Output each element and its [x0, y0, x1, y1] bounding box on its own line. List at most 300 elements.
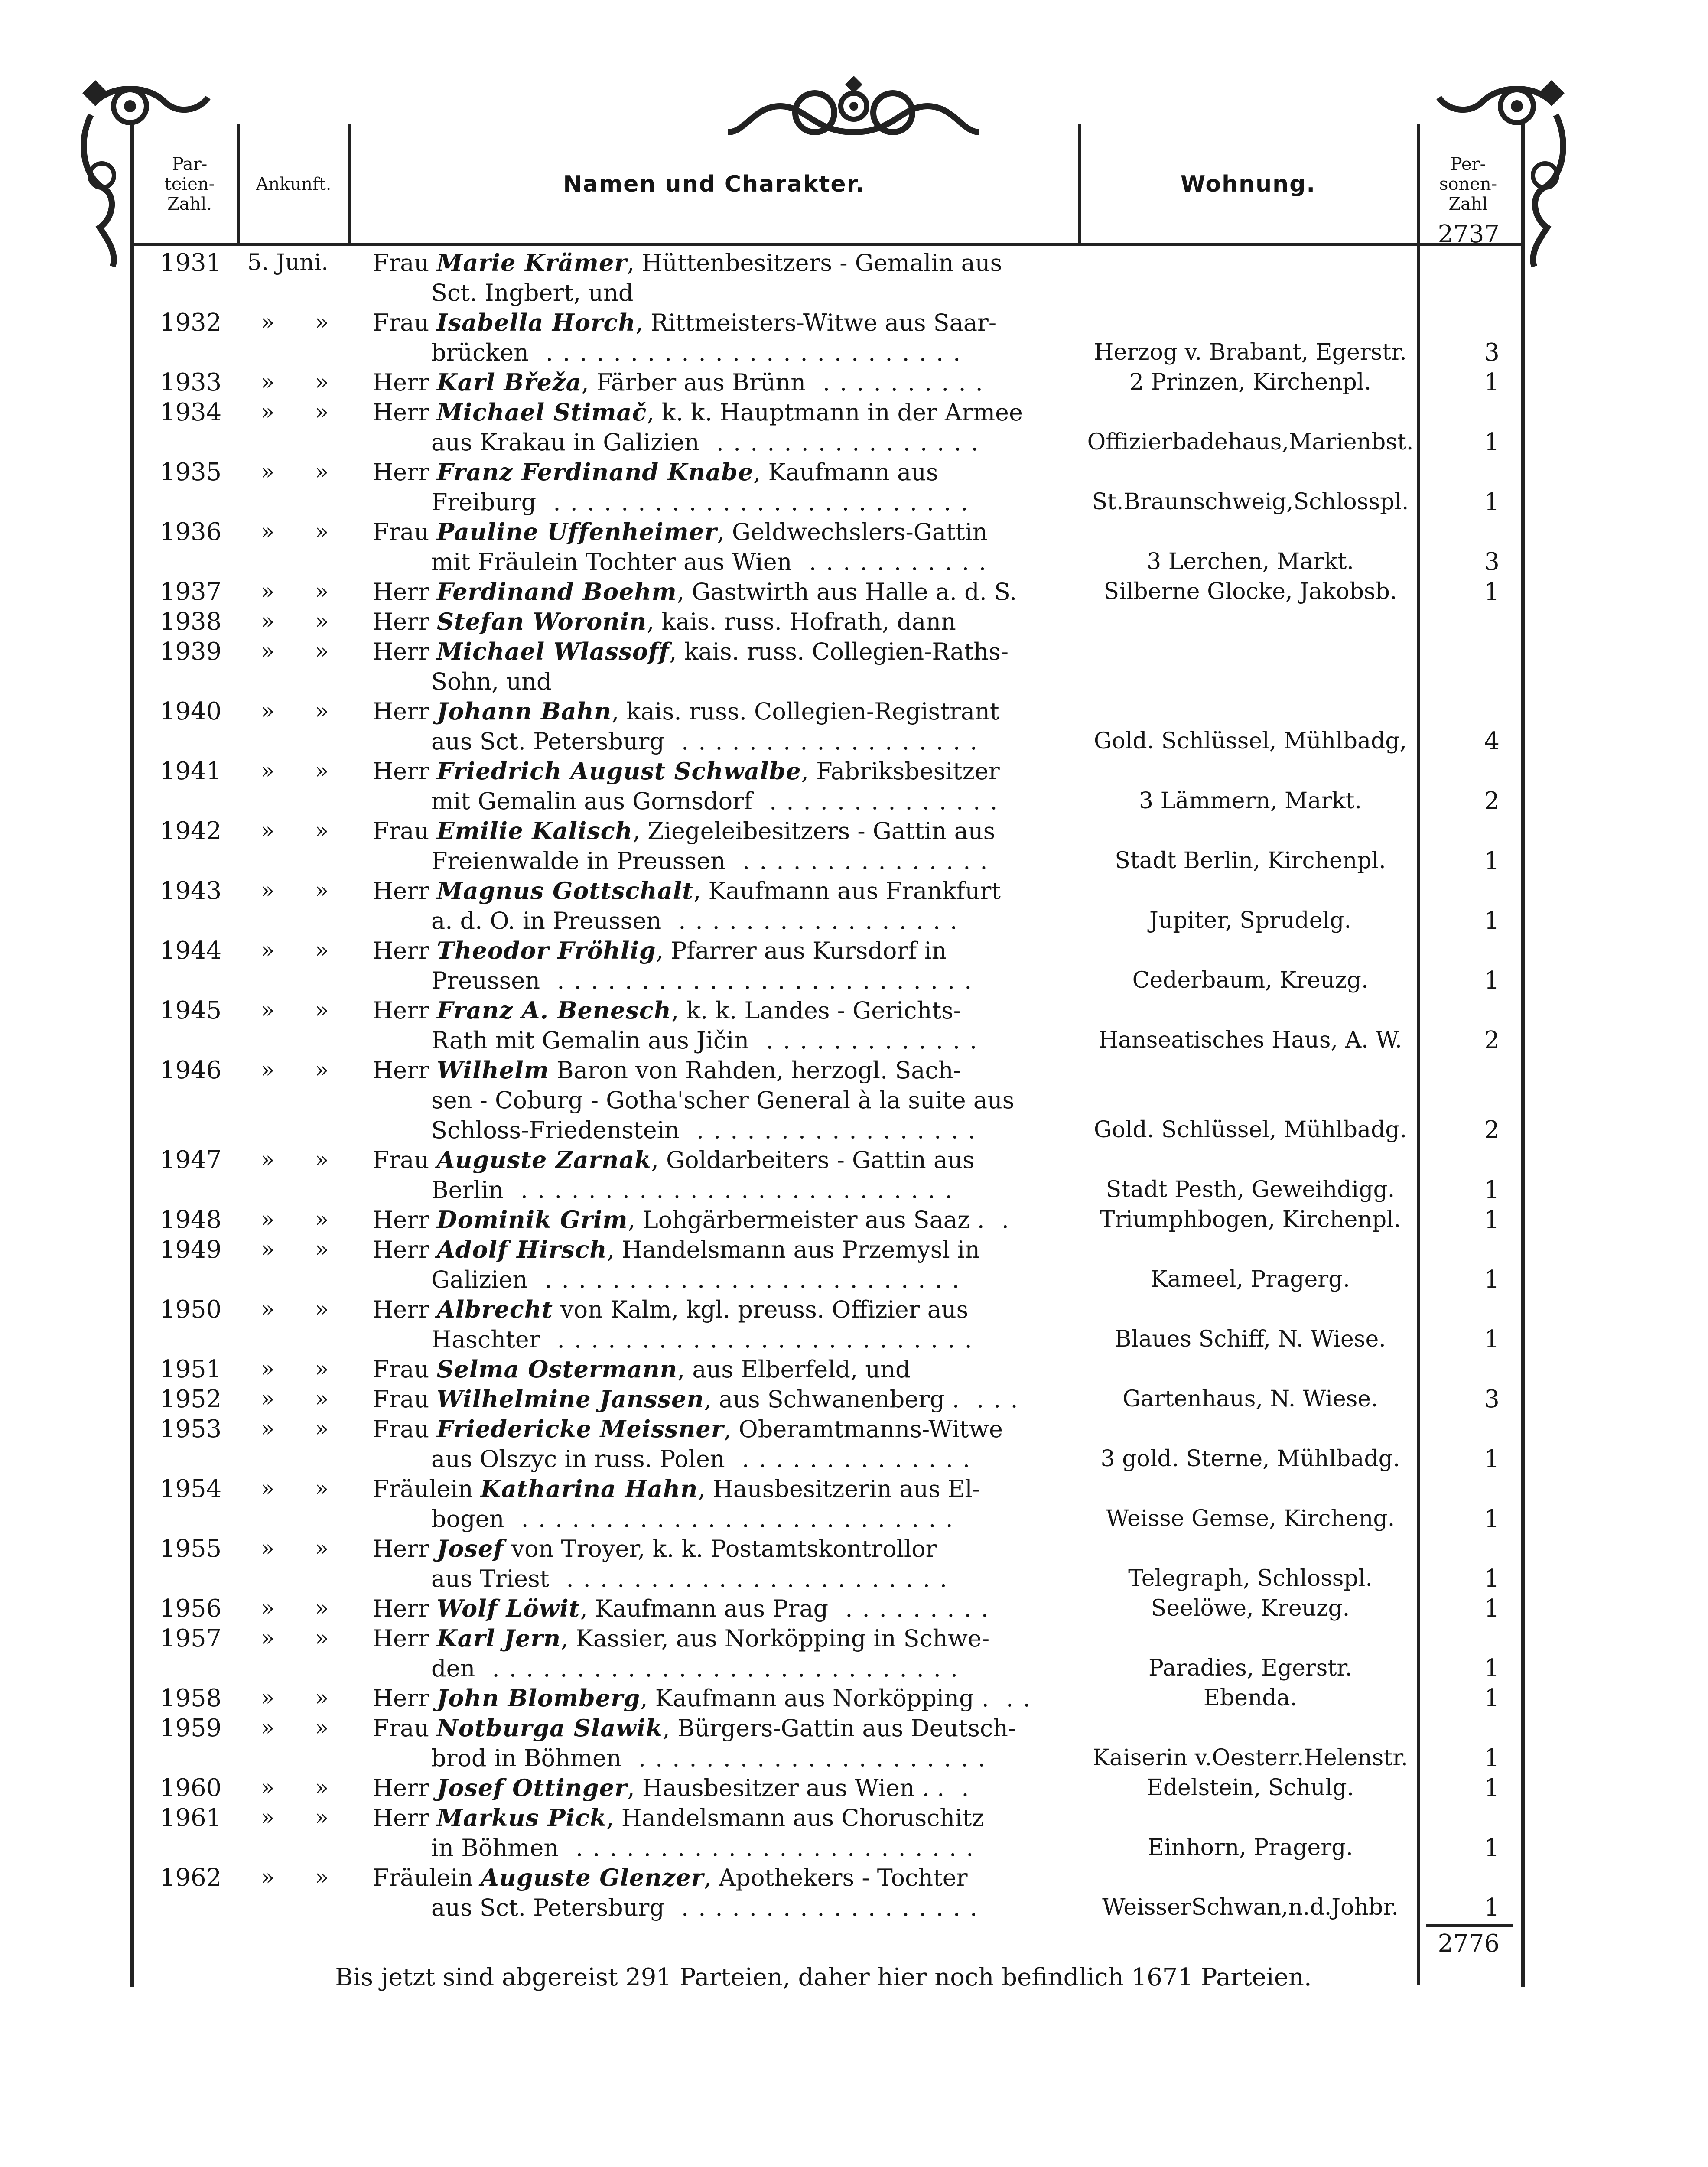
- party-number: 1949: [159, 1236, 222, 1264]
- register-entry: [0, 368, 1708, 397]
- persons-count: 1: [1484, 1834, 1500, 1862]
- guest-description: , aus Elberfeld, und: [677, 1356, 911, 1383]
- residence: Jupiter, Sprudelg.: [1149, 908, 1351, 934]
- entry-line: [373, 1504, 1066, 1534]
- guest-description: a. d. O. in Preussen: [431, 907, 662, 934]
- register-entry: [0, 1534, 1708, 1594]
- leader-dots: ..............: [725, 1445, 980, 1473]
- guest-title: Frau: [373, 309, 429, 336]
- guest-name: Wilhelmine Janssen: [436, 1385, 704, 1413]
- entry-line: [373, 1205, 1066, 1235]
- arrival-date: [241, 1414, 349, 1444]
- persons-count: 1: [1484, 1206, 1500, 1234]
- entry-line: [373, 1175, 1066, 1205]
- register-entry: [0, 1474, 1708, 1534]
- entry-line: [373, 368, 1066, 397]
- entry-line: [373, 906, 1066, 936]
- persons-count: 1: [1484, 907, 1500, 935]
- arrival-month: »: [315, 1775, 329, 1801]
- residence: Gartenhaus, N. Wiese.: [1122, 1386, 1378, 1412]
- guest-name: Theodor Fröhlig: [436, 937, 656, 964]
- entry-line: [373, 1803, 1066, 1833]
- party-number: 1958: [159, 1684, 222, 1712]
- leader-dots: .........................: [536, 488, 978, 516]
- guest-title: Frau: [373, 1146, 429, 1174]
- guest-description: in Böhmen: [431, 1834, 559, 1861]
- name-and-character: [373, 1055, 1066, 1145]
- arrival-date: [241, 1235, 349, 1265]
- residence: Kaiserin v.Oesterr.Helenstr.: [1093, 1745, 1408, 1771]
- arrival-date: [241, 397, 349, 427]
- entry-line: [373, 637, 1066, 667]
- residence: St.Braunschweig,Schlosspl.: [1092, 489, 1409, 515]
- arrival-day: »: [260, 698, 275, 724]
- arrival-date: [241, 756, 349, 786]
- party-number: 1935: [159, 458, 222, 486]
- leader-dots: ..........................: [503, 1176, 962, 1204]
- register-entry: [0, 457, 1708, 517]
- persons-count: 1: [1484, 428, 1500, 456]
- party-number: 1948: [159, 1206, 222, 1234]
- register-entry: [0, 637, 1708, 696]
- entry-line: [373, 1414, 1066, 1444]
- residence: Hanseatisches Haus, A. W.: [1098, 1027, 1402, 1053]
- register-entry: [0, 517, 1708, 577]
- arrival-date: [241, 1683, 349, 1713]
- register-entry: [0, 756, 1708, 816]
- entry-line: [373, 1115, 1066, 1145]
- persons-count: 1: [1484, 1594, 1500, 1623]
- register-entry: [0, 1624, 1708, 1683]
- guest-title: Herr: [373, 399, 429, 426]
- arrival-day: »: [260, 1356, 275, 1382]
- entry-line: [373, 1653, 1066, 1683]
- guest-description: , Kaufmann aus Frankfurt: [693, 877, 1001, 905]
- header-rule: [130, 243, 1521, 246]
- arrival-date: [241, 1803, 349, 1833]
- entry-line: [373, 1713, 1066, 1743]
- residence: Stadt Pesth, Geweihdigg.: [1106, 1177, 1395, 1203]
- guest-title: Herr: [373, 877, 429, 905]
- guest-title: Herr: [373, 758, 429, 785]
- arrival-month: »: [315, 519, 329, 545]
- persons-count: 1: [1484, 578, 1500, 606]
- guest-description: Galizien: [431, 1266, 528, 1293]
- guest-description: , kais. russ. Collegien-Registrant: [612, 698, 999, 725]
- party-number: 1960: [159, 1774, 222, 1802]
- arrival-day: »: [260, 758, 275, 784]
- arrival-date: [241, 936, 349, 966]
- register-entry: [0, 936, 1708, 996]
- party-number: 1944: [159, 937, 222, 965]
- entry-line: [373, 1474, 1066, 1504]
- arrival-day: »: [260, 997, 275, 1023]
- register-entry: [0, 1145, 1708, 1205]
- party-number: 1953: [159, 1415, 222, 1443]
- guest-description: , Lohgärbermeister aus Saaz .: [628, 1206, 985, 1233]
- guest-description: , Geldwechslers-Gattin: [717, 518, 988, 546]
- persons-count: 2: [1484, 1116, 1500, 1144]
- name-and-character: [373, 1624, 1066, 1683]
- residence: WeisserSchwan,n.d.Johbr.: [1102, 1894, 1399, 1920]
- guest-description: , Kaufmann aus Prag: [580, 1595, 829, 1622]
- arrival-date: [241, 816, 349, 846]
- entry-line: [373, 1594, 1066, 1624]
- persons-count: 1: [1484, 1684, 1500, 1712]
- guest-description: Baron von Rahden, herzogl. Sach-: [549, 1057, 961, 1084]
- entry-line: [373, 1624, 1066, 1653]
- name-and-character: [373, 1474, 1066, 1534]
- entry-line: [373, 1145, 1066, 1175]
- persons-count: 1: [1484, 847, 1500, 875]
- arrival-day: »: [260, 818, 275, 844]
- arrival-day: »: [260, 638, 275, 664]
- arrival-date: [241, 996, 349, 1025]
- register-entry: [0, 1235, 1708, 1295]
- persons-count: 1: [1484, 1505, 1500, 1533]
- arrival-month: »: [315, 459, 329, 485]
- leader-dots: ..: [989, 1685, 1040, 1712]
- entry-line: [373, 1324, 1066, 1354]
- guest-description: von Kalm, kgl. preuss. Offizier aus: [553, 1296, 969, 1323]
- leader-dots: .................: [661, 907, 967, 934]
- arrival-day: »: [260, 1207, 275, 1233]
- register-entry: [0, 1384, 1708, 1414]
- guest-description: , Apothekers - Tochter: [704, 1864, 968, 1891]
- residence: Telegraph, Schlosspl.: [1128, 1565, 1373, 1591]
- guest-name: Josef: [436, 1535, 504, 1562]
- register-entry: [0, 607, 1708, 637]
- name-and-character: [373, 876, 1066, 936]
- entry-line: [373, 427, 1066, 457]
- leader-dots: ..................: [664, 1894, 987, 1921]
- residence: Gold. Schlüssel, Mühlbadg,: [1093, 728, 1407, 754]
- arrival-month: »: [315, 399, 329, 425]
- guest-description: , Hausbesitzerin aus El-: [698, 1475, 980, 1503]
- name-and-character: [373, 308, 1066, 368]
- arrival-month: »: [315, 1236, 329, 1262]
- residence: Herzog v. Brabant, Egerstr.: [1094, 339, 1407, 365]
- guest-description: bogen: [431, 1505, 504, 1533]
- guest-title: Fräulein: [373, 1864, 473, 1891]
- entry-line: [373, 846, 1066, 876]
- leader-dots: .........................: [527, 1266, 969, 1293]
- entry-line: [373, 1444, 1066, 1474]
- total-rule: [1426, 1924, 1513, 1927]
- arrival-day: »: [260, 1864, 275, 1890]
- guest-name: John Blomberg: [436, 1684, 641, 1712]
- arrival-month: »: [315, 1386, 329, 1412]
- arrival-date: [241, 696, 349, 726]
- guest-name: Adolf Hirsch: [436, 1236, 607, 1263]
- arrival-day: »: [260, 1296, 275, 1322]
- register-entry: [0, 1594, 1708, 1624]
- register-entry: [0, 1295, 1708, 1354]
- leader-dots: ..........: [805, 369, 992, 396]
- arrival-date: [241, 368, 349, 397]
- entry-line: [373, 996, 1066, 1025]
- guest-name: Auguste Glenzer: [480, 1864, 704, 1891]
- name-and-character: [373, 637, 1066, 696]
- guest-description: , kais. russ. Collegien-Raths-: [669, 638, 1009, 665]
- guest-name: Johann Bahn: [436, 697, 612, 725]
- guest-title: Frau: [373, 1415, 429, 1443]
- arrival-day: »: [260, 1536, 275, 1562]
- entry-line: [373, 517, 1066, 547]
- name-and-character: [373, 1145, 1066, 1205]
- name-and-character: [373, 1683, 1066, 1713]
- arrival-month: »: [315, 937, 329, 963]
- guest-description: Freienwalde in Preussen: [431, 847, 725, 875]
- persons-count: 1: [1484, 1445, 1500, 1473]
- persons-count: 1: [1484, 488, 1500, 516]
- residence: 3 Lerchen, Markt.: [1147, 549, 1354, 575]
- guest-title: Herr: [373, 638, 429, 665]
- guest-description: , Fabriksbesitzer: [801, 758, 1000, 785]
- party-number: 1945: [159, 996, 222, 1025]
- register-entry: [0, 248, 1708, 308]
- name-and-character: [373, 1414, 1066, 1474]
- entry-line: [373, 1833, 1066, 1863]
- name-and-character: [373, 816, 1066, 876]
- name-and-character: [373, 1863, 1066, 1923]
- entry-line: [373, 1534, 1066, 1564]
- guest-description: , Kaufmann aus: [753, 459, 938, 486]
- guest-description: sen - Coburg - Gotha'scher General à la suite aus: [431, 1087, 1015, 1114]
- persons-count: 1: [1484, 1894, 1500, 1922]
- guest-description: mit Fräulein Tochter aus Wien: [431, 548, 792, 576]
- guest-description: brücken: [431, 339, 529, 366]
- party-number: 1955: [159, 1535, 222, 1563]
- persons-count: 1: [1484, 1266, 1500, 1294]
- guest-description: , Hausbesitzer aus Wien . .: [627, 1774, 945, 1802]
- arrival-day: »: [260, 369, 275, 395]
- residence: 3 gold. Sterne, Mühlbadg.: [1100, 1446, 1400, 1472]
- entry-line: [373, 308, 1066, 338]
- arrival-day: »: [260, 937, 275, 963]
- guest-title: Frau: [373, 518, 429, 546]
- entry-line: [373, 726, 1066, 756]
- entry-line: [373, 1893, 1066, 1923]
- party-number: 1961: [159, 1804, 222, 1832]
- persons-count: 1: [1484, 1565, 1500, 1593]
- guest-description: , aus Schwanenberg .: [704, 1386, 960, 1413]
- entry-line: [373, 1564, 1066, 1594]
- guest-description: , k. k. Landes - Gerichts-: [671, 997, 962, 1024]
- party-number: 1957: [159, 1624, 222, 1653]
- entry-line: [373, 248, 1066, 278]
- guest-title: Herr: [373, 1535, 429, 1562]
- arrival-month: »: [315, 1147, 329, 1173]
- column-divider: [1078, 124, 1081, 243]
- name-and-character: [373, 1713, 1066, 1773]
- name-and-character: [373, 457, 1066, 517]
- party-number: 1943: [159, 877, 222, 905]
- leader-dots: ..................: [664, 728, 987, 755]
- arrival-month: »: [315, 997, 329, 1023]
- name-and-character: [373, 756, 1066, 816]
- name-and-character: [373, 996, 1066, 1055]
- persons-count: 3: [1484, 548, 1500, 576]
- arrival-month: »: [315, 608, 329, 634]
- arrival-month: »: [315, 1805, 329, 1831]
- residence: Paradies, Egerstr.: [1148, 1655, 1353, 1681]
- arrival-date: [241, 876, 349, 906]
- guest-name: Ferdinand Boehm: [436, 578, 677, 605]
- arrival-day: »: [260, 1595, 275, 1621]
- arrival-month: »: [315, 698, 329, 724]
- guest-title: Herr: [373, 1206, 429, 1233]
- entry-line: [373, 607, 1066, 637]
- arrival-month: »: [315, 1715, 329, 1741]
- arrival-day: »: [260, 579, 275, 605]
- arrival-day: »: [260, 1386, 275, 1412]
- residence: Weisse Gemse, Kircheng.: [1106, 1506, 1395, 1532]
- guest-name: Franz Ferdinand Knabe: [436, 458, 754, 486]
- entry-line: [373, 1743, 1066, 1773]
- leader-dots: ............................: [475, 1655, 968, 1682]
- register-entry: [0, 1354, 1708, 1384]
- name-and-character: [373, 577, 1066, 607]
- residence: Silberne Glocke, Jakobsb.: [1103, 579, 1397, 605]
- guest-name: Notburga Slawik: [436, 1714, 663, 1742]
- register-entry: [0, 876, 1708, 936]
- persons-total: 2776: [1438, 1929, 1500, 1958]
- party-number: 1947: [159, 1146, 222, 1174]
- register-entry: [0, 308, 1708, 368]
- party-number: 1933: [159, 368, 222, 397]
- register-entry: [0, 1205, 1708, 1235]
- arrival-day: »: [260, 1476, 275, 1502]
- guest-name: Franz A. Benesch: [436, 996, 672, 1024]
- party-number: 1959: [159, 1714, 222, 1742]
- arrival-date: [241, 457, 349, 487]
- party-number: 1952: [159, 1385, 222, 1413]
- arrival-month: »: [315, 369, 329, 395]
- entry-line: [373, 667, 1066, 696]
- entry-line: [373, 1265, 1066, 1295]
- guest-name: Albrecht: [436, 1295, 553, 1323]
- name-and-character: [373, 1235, 1066, 1295]
- entry-line: [373, 487, 1066, 517]
- entry-line: [373, 876, 1066, 906]
- arrival-month: »: [315, 1416, 329, 1442]
- name-and-character: [373, 607, 1066, 637]
- leader-dots: ........................: [559, 1834, 983, 1861]
- guest-description: , Ziegeleibesitzers - Gattin aus: [632, 817, 996, 845]
- guest-title: Herr: [373, 1625, 429, 1652]
- party-number: 1951: [159, 1355, 222, 1383]
- party-number: 1942: [159, 817, 222, 845]
- leader-dots: .........: [828, 1595, 998, 1622]
- entry-line: [373, 696, 1066, 726]
- persons-count: 1: [1484, 1176, 1500, 1204]
- arrival-month: »: [315, 1595, 329, 1621]
- register-entry: [0, 816, 1708, 876]
- guest-title: Herr: [373, 997, 429, 1024]
- arrival-month: »: [315, 758, 329, 784]
- guest-name: Friedrich August Schwalbe: [436, 757, 801, 785]
- guest-name: Stefan Woronin: [436, 608, 647, 635]
- arrival-day: »: [260, 1057, 275, 1083]
- header-names: Namen und Charakter.: [563, 171, 865, 197]
- persons-count: 1: [1484, 1744, 1500, 1772]
- persons-count: 1: [1484, 1654, 1500, 1682]
- column-divider: [348, 124, 351, 243]
- guest-title: Herr: [373, 1057, 429, 1084]
- arrival-day: 5. Juni.: [247, 250, 329, 276]
- guest-description: Sohn, und: [431, 668, 552, 695]
- entry-line: [373, 966, 1066, 996]
- entry-line: [373, 1683, 1066, 1713]
- party-number: 1954: [159, 1475, 222, 1503]
- guest-description: , kais. russ. Hofrath, dann: [647, 608, 956, 635]
- name-and-character: [373, 1773, 1066, 1803]
- guest-name: Magnus Gottschalt: [436, 877, 694, 905]
- persons-count: 2: [1484, 1026, 1500, 1054]
- party-number: 1939: [159, 638, 222, 666]
- guest-title: Herr: [373, 608, 429, 635]
- register-entry: [0, 1803, 1708, 1863]
- party-number: 1940: [159, 697, 222, 726]
- residence: 2 Prinzen, Kirchenpl.: [1129, 369, 1371, 395]
- arrival-day: »: [260, 1685, 275, 1711]
- guest-name: Karl Břeža: [436, 368, 582, 396]
- leader-dots: .................: [679, 1116, 985, 1144]
- guest-description: , k. k. Hauptmann in der Armee: [647, 399, 1023, 426]
- arrival-day: »: [260, 608, 275, 634]
- arrival-month: »: [315, 1296, 329, 1322]
- guest-description: , Pfarrer aus Kursdorf in: [656, 937, 947, 964]
- name-and-character: [373, 397, 1066, 457]
- entry-line: [373, 278, 1066, 308]
- party-number: 1950: [159, 1295, 222, 1324]
- leader-dots: ...............: [725, 847, 997, 875]
- guest-title: Herr: [373, 1296, 429, 1323]
- guest-name: Katharina Hahn: [480, 1475, 698, 1503]
- guest-description: aus Sct. Petersburg: [431, 1894, 664, 1921]
- guest-title: Herr: [373, 1236, 429, 1263]
- guest-description: Sct. Ingbert, und: [431, 279, 634, 306]
- arrival-date: [241, 1713, 349, 1743]
- entry-line: [373, 338, 1066, 368]
- arrival-date: [241, 1354, 349, 1384]
- arrival-month: »: [315, 309, 329, 335]
- arrival-date: [241, 248, 349, 278]
- header-persons: Per- sonen- Zahl: [1439, 154, 1497, 214]
- guest-description: , Oberamtmanns-Witwe: [724, 1415, 1003, 1443]
- guest-name: Pauline Uffenheimer: [436, 518, 717, 546]
- leader-dots: .: [984, 1206, 1019, 1233]
- arrival-month: »: [315, 818, 329, 844]
- guest-description: Berlin: [431, 1176, 504, 1204]
- guest-description: , Färber aus Brünn: [581, 369, 806, 396]
- guest-description: von Troyer, k. k. Postamtskontrollor: [504, 1535, 937, 1562]
- register-entry: [0, 996, 1708, 1055]
- entry-line: [373, 1025, 1066, 1055]
- guest-name: Selma Ostermann: [436, 1355, 678, 1383]
- guest-title: Herr: [373, 369, 429, 396]
- leader-dots: .........................: [540, 1326, 982, 1353]
- name-and-character: [373, 936, 1066, 996]
- guest-description: , Rittmeisters-Witwe aus Saar-: [635, 309, 997, 336]
- residence: Gold. Schlüssel, Mühlbadg.: [1093, 1117, 1407, 1143]
- name-and-character: [373, 368, 1066, 397]
- arrival-day: »: [260, 459, 275, 485]
- arrival-month: »: [315, 1685, 329, 1711]
- guest-title: Fräulein: [373, 1475, 473, 1503]
- arrival-day: »: [260, 1805, 275, 1831]
